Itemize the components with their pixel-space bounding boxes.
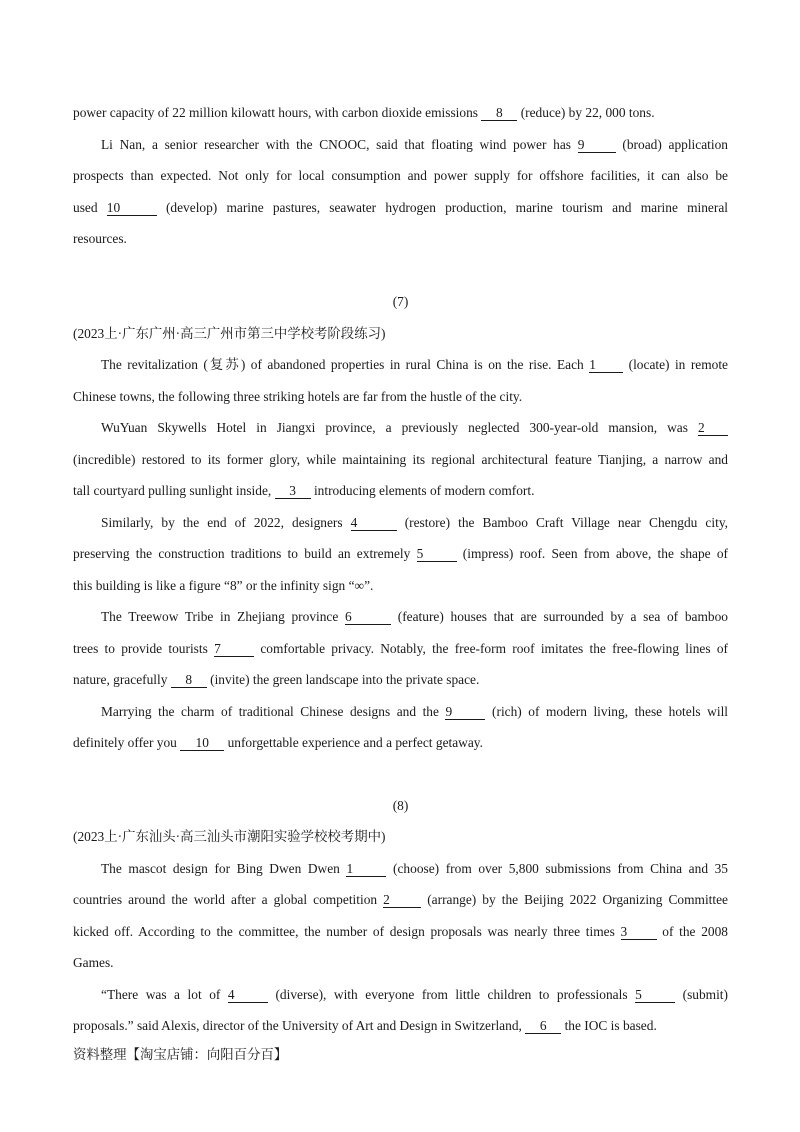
answer-blank[interactable]: 5 [417, 547, 457, 562]
answer-blank[interactable]: 8 [171, 673, 207, 688]
answer-blank[interactable]: 7 [214, 642, 254, 657]
paragraph-line: trees to provide tourists 7 comfortable privacy. Notably, the free-form roof imitates the free-flowing lines of [73, 641, 728, 656]
answer-blank[interactable]: 6 [525, 1019, 561, 1034]
answer-blank[interactable]: 2 [698, 421, 728, 436]
paragraph-line: Li Nan, a senior researcher with the CNOOC, said that floating wind power has 9 (broad) application [101, 137, 728, 152]
section-source: (2023上·广东汕头·高三汕头市潮阳实验学校校考期中) [73, 829, 386, 844]
paragraph-line: Marrying the charm of traditional Chinese designs and the 9 (rich) of modern living, these hotels will [101, 704, 729, 719]
paragraph-line: used 10 (develop) marine pastures, seawater hydrogen production, marine tourism and marine mineral [73, 200, 728, 215]
section-number: (8) [392, 798, 409, 813]
answer-blank[interactable]: 3 [275, 484, 311, 499]
answer-blank[interactable]: 8 [481, 106, 517, 121]
answer-blank[interactable]: 9 [578, 138, 616, 153]
paragraph-line: kicked off. According to the committee, the number of design proposals was nearly three times 3 of the 2008 [73, 924, 728, 939]
answer-blank[interactable]: 3 [621, 925, 657, 940]
answer-blank[interactable]: 5 [635, 988, 675, 1003]
answer-blank[interactable]: 10 [107, 201, 157, 216]
paragraph-line: definitely offer you 10 unforgettable experience and a perfect getaway. [73, 735, 483, 750]
paragraph-line: this building is like a figure “8” or the infinity sign “∞”. [73, 578, 374, 593]
paragraph-line: WuYuan Skywells Hotel in Jiangxi province, a previously neglected 300-year-old mansion, was 2 [101, 419, 728, 437]
paragraph-line: The Treewow Tribe in Zhejiang province 6 (feature) houses that are surrounded by a sea of bamboo [101, 609, 728, 624]
paragraph-line: The mascot design for Bing Dwen Dwen 1 (choose) from over 5,800 submissions from China and 35 [101, 861, 728, 876]
paragraph-line: nature, gracefully 8 (invite) the green landscape into the private space. [73, 672, 480, 687]
answer-blank[interactable]: 9 [445, 705, 485, 720]
answer-blank[interactable]: 1 [346, 862, 386, 877]
paragraph-line: resources. [73, 231, 127, 246]
answer-blank[interactable]: 4 [351, 516, 397, 531]
answer-blank[interactable]: 2 [383, 893, 421, 908]
paragraph-line: preserving the construction traditions to build an extremely 5 (impress) roof. Seen from above, the shape of [73, 546, 728, 561]
page-footer: 资料整理【淘宝店铺：向阳百分百】 [73, 1047, 288, 1062]
answer-blank[interactable]: 10 [180, 736, 224, 751]
paragraph-line: prospects than expected. Not only for local consumption and power supply for offshore facilities, it can also be [73, 168, 728, 183]
paragraph-line: Chinese towns, the following three striking hotels are far from the hustle of the city. [73, 389, 523, 404]
section-source: (2023上·广东广州·高三广州市第三中学校考阶段练习) [73, 326, 386, 341]
paragraph-line: (incredible) restored to its former glory, while maintaining its regional architectural feature Tianjing, a narrow and [73, 452, 728, 467]
paragraph-line: The revitalization (复苏) of abandoned properties in rural China is on the rise. Each 1 (locate) in remote [101, 357, 728, 372]
answer-blank[interactable]: 6 [345, 610, 391, 625]
paragraph-line: Games. [73, 955, 114, 970]
paragraph-line: tall courtyard pulling sunlight inside, 3 introducing elements of modern comfort. [73, 483, 535, 498]
answer-blank[interactable]: 4 [228, 988, 268, 1003]
paragraph-line: proposals.” said Alexis, director of the University of Art and Design in Switzerland, 6 the IOC is based. [73, 1018, 657, 1033]
paragraph-line: power capacity of 22 million kilowatt hours, with carbon dioxide emissions 8 (reduce) by 22, 000 tons. [73, 105, 655, 120]
paragraph-line: “There was a lot of 4 (diverse), with everyone from little children to professionals 5 (submit) [101, 987, 728, 1002]
paragraph-line: Similarly, by the end of 2022, designers 4 (restore) the Bamboo Craft Village near Chengdu city, [101, 515, 728, 530]
answer-blank[interactable]: 1 [589, 358, 623, 373]
paragraph-line: countries around the world after a global competition 2 (arrange) by the Beijing 2022 Organizing Committee [73, 892, 728, 907]
section-number: (7) [392, 294, 409, 309]
